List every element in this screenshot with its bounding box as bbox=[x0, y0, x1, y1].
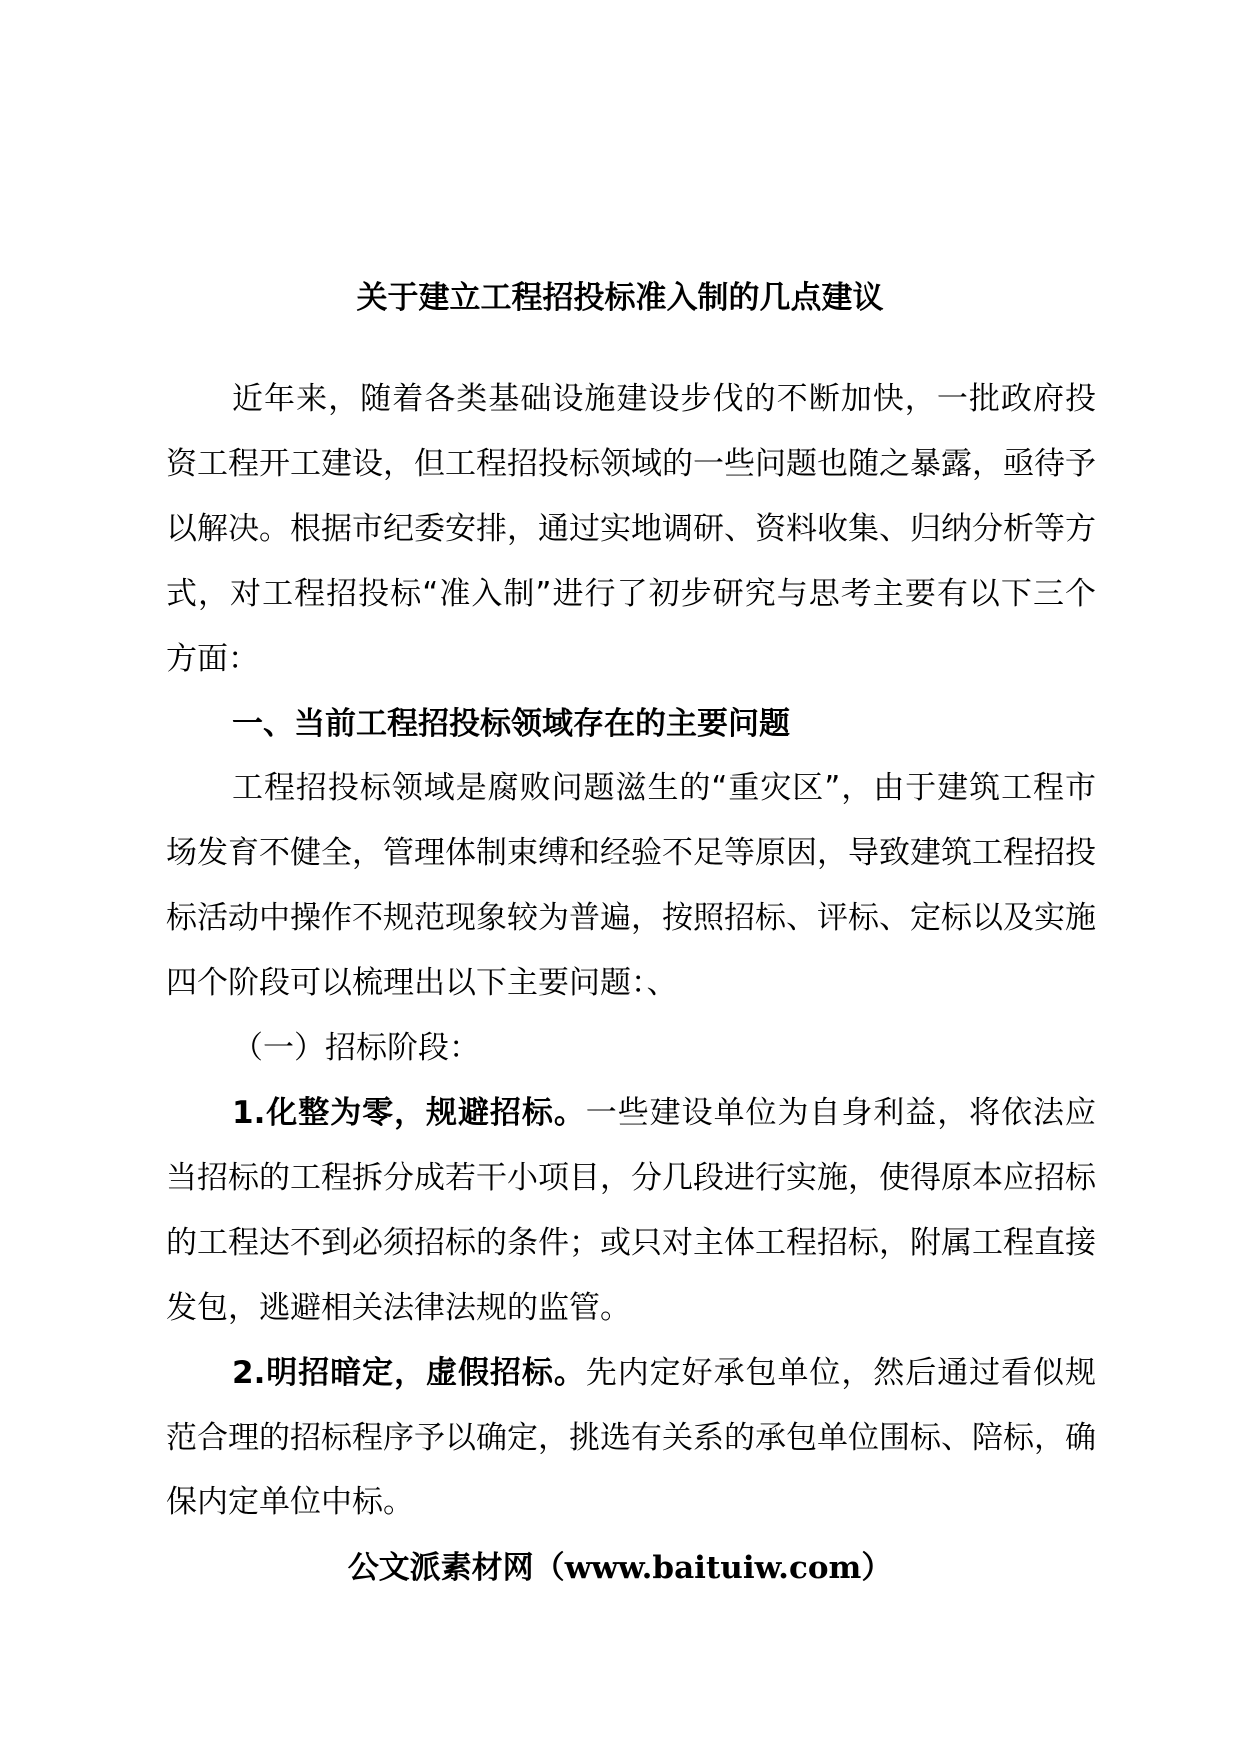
list-item-lead: 2.明招暗定，虚假招标。 bbox=[232, 1354, 586, 1391]
subsection-heading: （一）招标阶段： bbox=[232, 1030, 480, 1067]
list-item-text: 先内定好承包单位，然后通过看似规范合理的招标程序予以确定，挑选有关系的承包单位围标、陪标，确保内定单位中标。 bbox=[166, 1354, 1096, 1521]
footer-prefix: 公文派素材网（ bbox=[347, 1550, 565, 1586]
section-paragraph: 工程招投标领域是腐败问题滋生的“重灾区”，由于建筑工程市场发育不健全，管理体制束缚和经验不足等原因，导致建筑工程招投标活动中操作不规范现象较为普遍，按照招标、评标、定标以及实施四个阶段可以梳理出以下主要问题：、 bbox=[166, 770, 1096, 1002]
footer-suffix: ） bbox=[861, 1550, 893, 1586]
list-item bbox=[166, 1341, 1096, 1536]
document-body bbox=[166, 367, 1096, 1535]
section-heading: 一、当前工程招投标领域存在的主要问题 bbox=[232, 705, 790, 742]
footer-url: www.baituiw.com bbox=[564, 1550, 862, 1586]
footer-watermark bbox=[0, 1538, 1240, 1598]
document-title: 关于建立工程招投标准入制的几点建议 bbox=[356, 280, 884, 316]
intro-paragraph: 近年来，随着各类基础设施建设步伐的不断加快，一批政府投资工程开工建设，但工程招投标领域的一些问题也随之暴露，亟待予以解决。根据市纪委安排，通过实地调研、资料收集、归纳分析等方式，对工程招投标“准入制”进行了初步研究与思考主要有以下三个方面： bbox=[166, 381, 1096, 677]
list-item-lead: 1.化整为零，规避招标。 bbox=[232, 1094, 586, 1131]
list-item-text: 一些建设单位为自身利益，将依法应当招标的工程拆分成若干小项目，分几段进行实施，使得原本应招标的工程达不到必须招标的条件；或只对主体工程招标，附属工程直接发包，逃避相关法律法规的监管。 bbox=[166, 1094, 1096, 1326]
list-item bbox=[166, 1081, 1096, 1341]
